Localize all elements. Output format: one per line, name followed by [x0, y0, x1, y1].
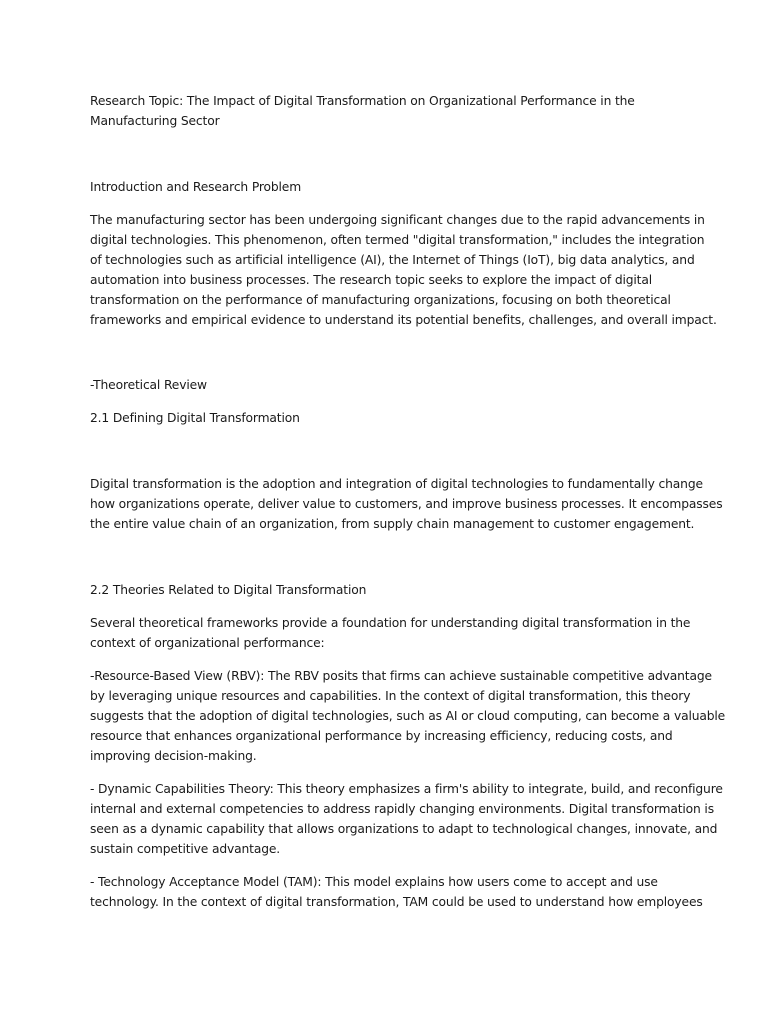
section-2-2-intro — [90, 613, 691, 653]
paragraph-line: The manufacturing sector has been undergoing significant changes due to the rapid advancements in — [90, 213, 705, 227]
tam-paragraph — [90, 872, 703, 912]
theoretical-review-heading: -Theoretical Review — [90, 378, 207, 392]
section-2-1-heading: 2.1 Defining Digital Transformation — [90, 411, 300, 425]
paragraph-line: - Dynamic Capabilities Theory: This theory emphasizes a firm's ability to integrate, build, and reconfigure — [90, 782, 723, 796]
document-title — [90, 91, 670, 131]
paragraph-line: suggests that the adoption of digital technologies, such as AI or cloud computing, can become a valuable — [90, 709, 726, 723]
paragraph-line: of technologies such as artificial intelligence (AI), the Internet of Things (IoT), big data analytics, and — [90, 253, 695, 267]
intro-paragraph — [90, 210, 717, 330]
paragraph-line: sustain competitive advantage. — [90, 842, 281, 856]
paragraph-line: resource that enhances organizational performance by increasing efficiency, reducing costs, and — [90, 729, 673, 743]
title-line: Research Topic: The Impact of Digital Transformation on Organizational Performance in the — [90, 94, 635, 108]
paragraph-line: by leveraging unique resources and capabilities. In the context of digital transformation, this theory — [90, 689, 691, 703]
paragraph-line: context of organizational performance: — [90, 636, 325, 650]
paragraph-line: automation into business processes. The research topic seeks to explore the impact of digital — [90, 273, 652, 287]
paragraph-line: transformation on the performance of manufacturing organizations, focusing on both theoretical — [90, 293, 671, 307]
section-2-1-paragraph — [90, 474, 723, 534]
dynamic-capabilities-paragraph — [90, 779, 723, 859]
paragraph-line: -Resource-Based View (RBV): The RBV posits that firms can achieve sustainable competitive advantage — [90, 669, 712, 683]
paragraph-line: improving decision-making. — [90, 749, 257, 763]
paragraph-line: digital technologies. This phenomenon, often termed "digital transformation," includes the integration — [90, 233, 705, 247]
paragraph-line: Several theoretical frameworks provide a foundation for understanding digital transformation in the — [90, 616, 691, 630]
paragraph-line: frameworks and empirical evidence to understand its potential benefits, challenges, and overall impact. — [90, 313, 717, 327]
section-2-2-heading: 2.2 Theories Related to Digital Transformation — [90, 583, 367, 597]
paragraph-line: the entire value chain of an organization, from supply chain management to customer engagement. — [90, 517, 695, 531]
rbv-paragraph — [90, 666, 726, 766]
title-line: Manufacturing Sector — [90, 114, 220, 128]
paragraph-line: technology. In the context of digital transformation, TAM could be used to understand how employees — [90, 895, 703, 909]
paragraph-line: - Technology Acceptance Model (TAM): This model explains how users come to accept and use — [90, 875, 658, 889]
paragraph-line: seen as a dynamic capability that allows organizations to adapt to technological changes, innovate, and — [90, 822, 718, 836]
intro-heading: Introduction and Research Problem — [90, 180, 302, 194]
paragraph-line: how organizations operate, deliver value to customers, and improve business processes. It encompasses — [90, 497, 723, 511]
paragraph-line: Digital transformation is the adoption and integration of digital technologies to fundamentally change — [90, 477, 703, 491]
paragraph-line: internal and external competencies to address rapidly changing environments. Digital transformation is — [90, 802, 714, 816]
